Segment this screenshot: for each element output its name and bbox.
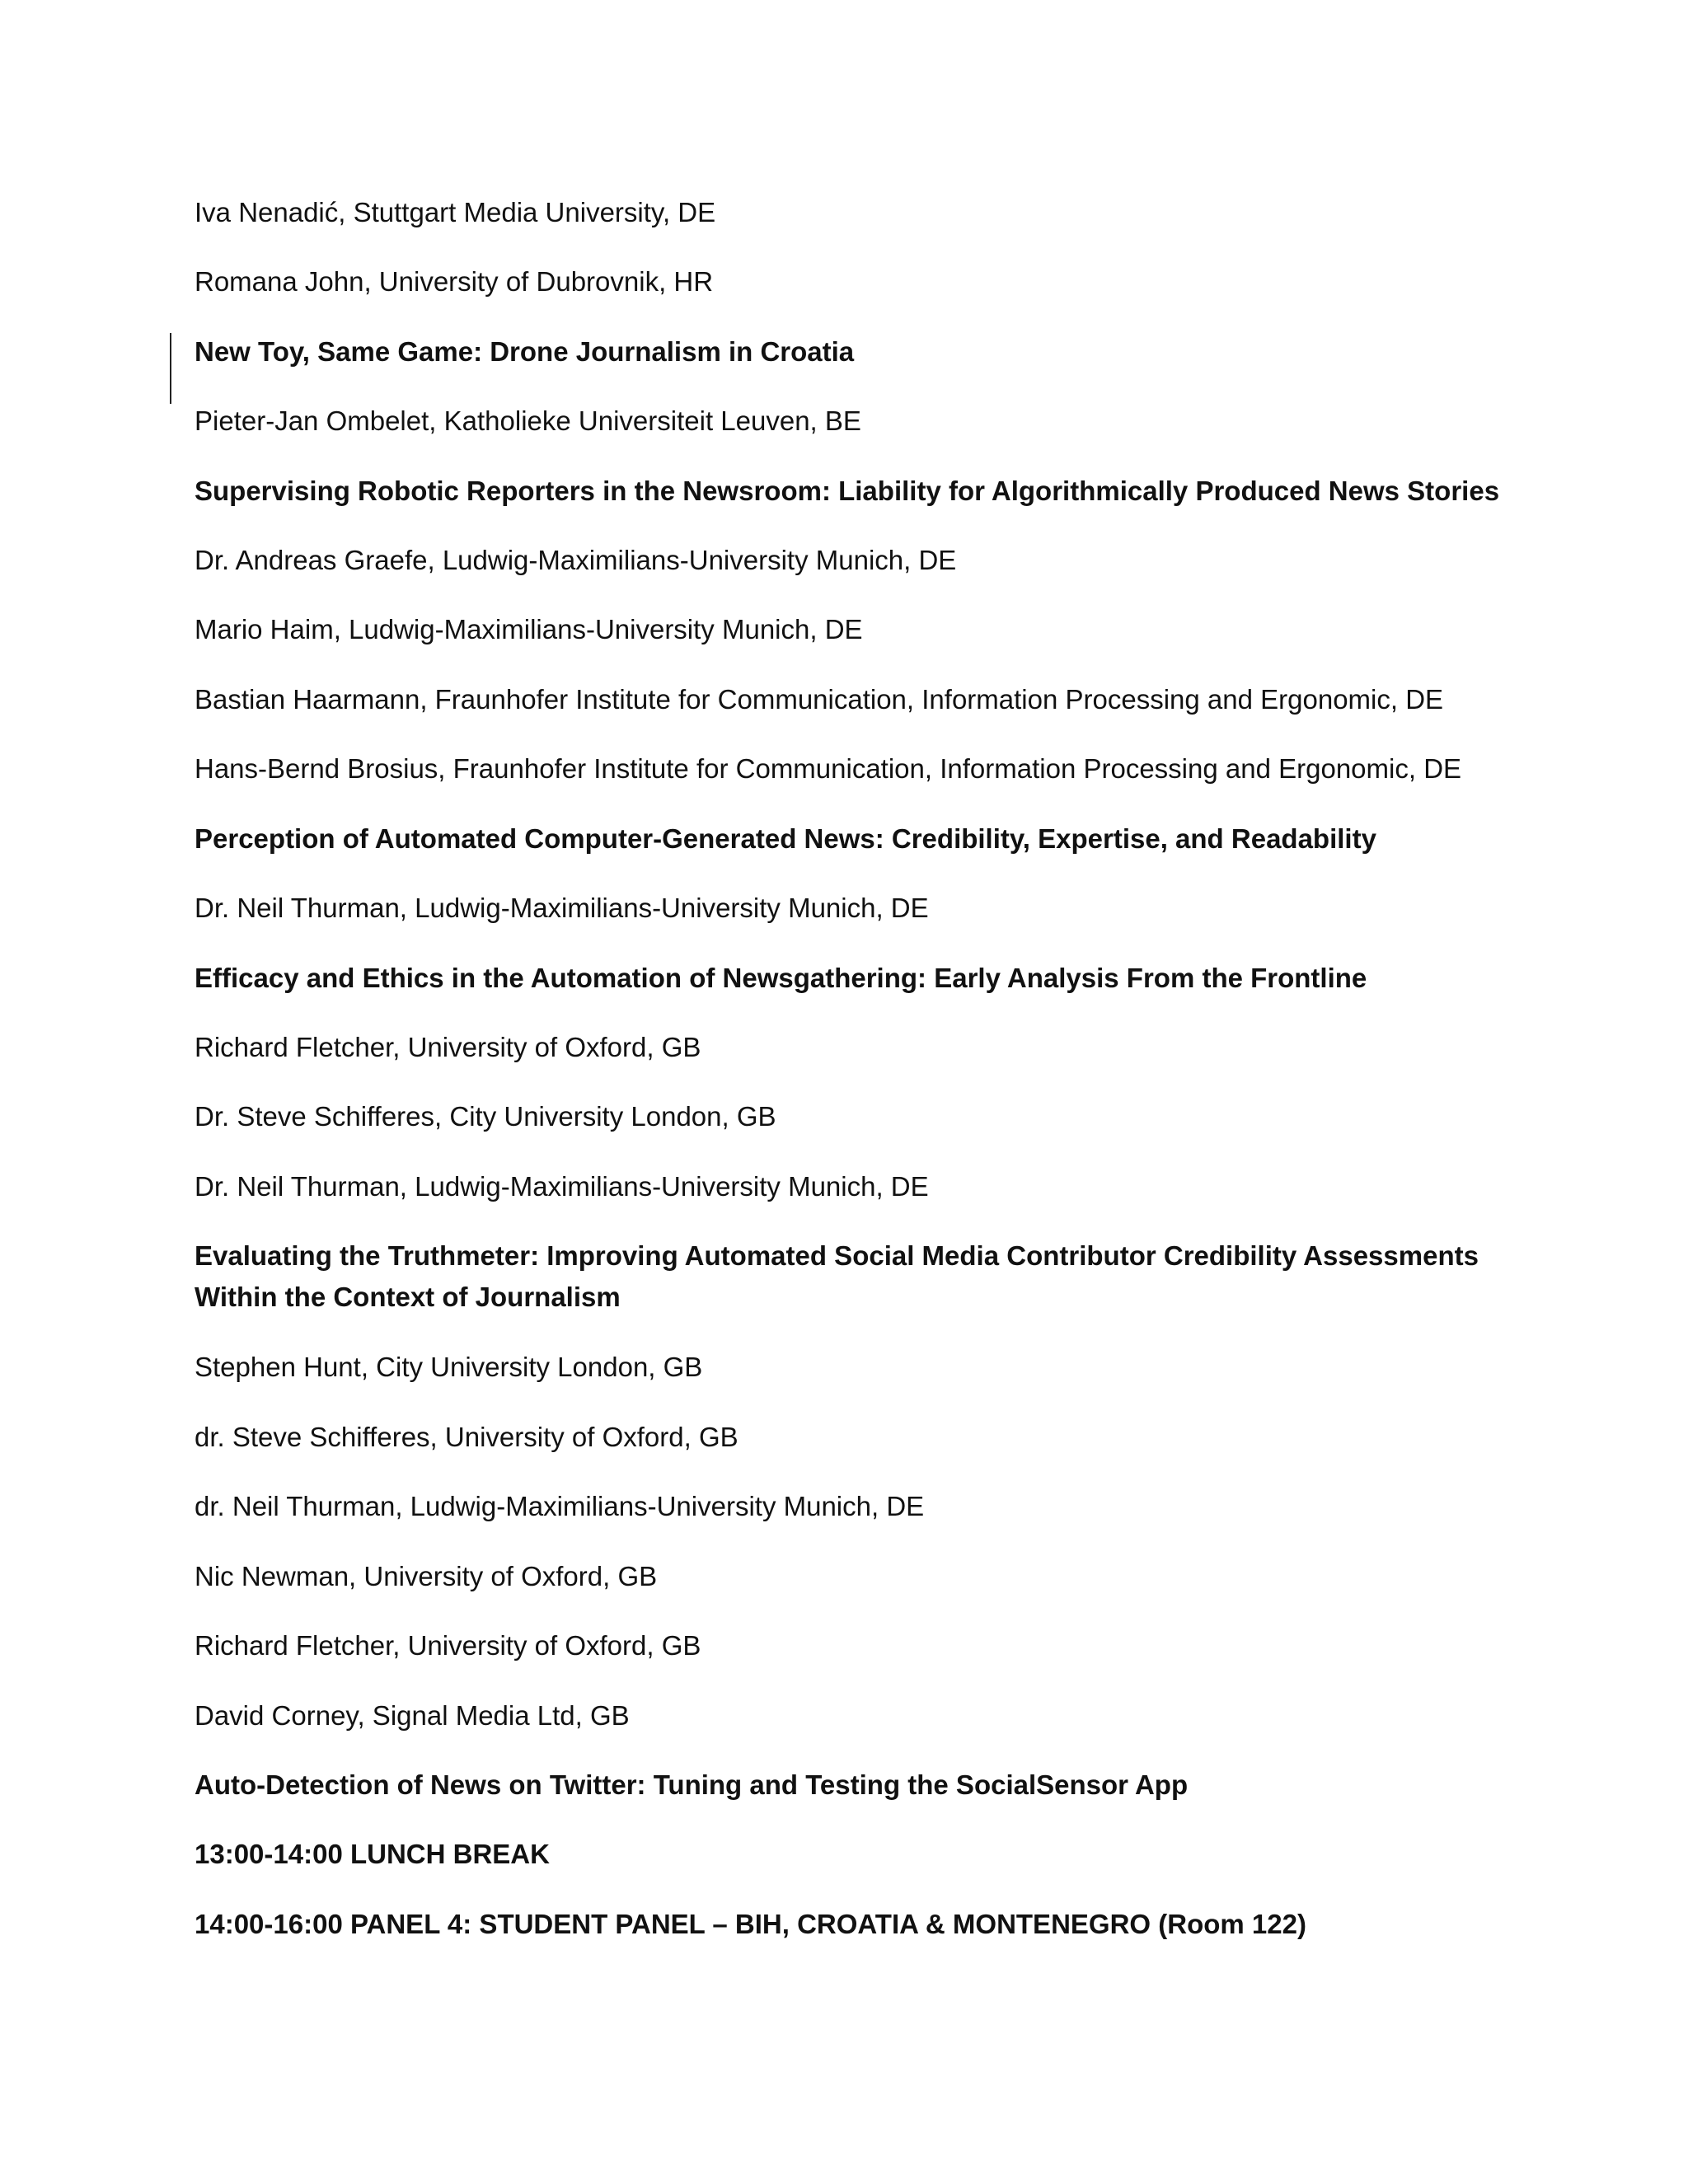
author-line: Richard Fletcher, University of Oxford, GB: [195, 1032, 701, 1062]
author-line: Stephen Hunt, City University London, GB: [195, 1352, 703, 1382]
paper-title: New Toy, Same Game: Drone Journalism in Croatia: [195, 336, 855, 367]
panel-heading: 14:00-16:00 PANEL 4: STUDENT PANEL – BIH, CROATIA & MONTENEGRO (Room 122): [195, 1909, 1306, 1939]
author-line: Hans-Bernd Brosius, Fraunhofer Institute for Communication, Information Processing and Ergonomic, DE: [195, 753, 1462, 784]
author-line: dr. Neil Thurman, Ludwig-Maximilians-University Munich, DE: [195, 1491, 925, 1521]
author-line: Dr. Neil Thurman, Ludwig-Maximilians-University Munich, DE: [195, 893, 929, 923]
paper-title: Perception of Automated Computer-Generated News: Credibility, Expertise, and Readability: [195, 823, 1376, 854]
paper-title: Auto-Detection of News on Twitter: Tuning and Testing the SocialSensor App: [195, 1769, 1189, 1800]
author-line: Pieter-Jan Ombelet, Katholieke Universiteit Leuven, BE: [195, 405, 861, 436]
author-line: Richard Fletcher, University of Oxford, GB: [195, 1630, 701, 1661]
author-line: Romana John, University of Dubrovnik, HR: [195, 266, 714, 297]
author-line: Dr. Neil Thurman, Ludwig-Maximilians-University Munich, DE: [195, 1171, 929, 1202]
author-line: Dr. Andreas Graefe, Ludwig-Maximilians-University Munich, DE: [195, 545, 957, 575]
author-line: Bastian Haarmann, Fraunhofer Institute for Communication, Information Processing and Ergonomic, DE: [195, 684, 1444, 715]
author-line: Nic Newman, University of Oxford, GB: [195, 1561, 658, 1591]
paper-title: Efficacy and Ethics in the Automation of Newsgathering: Early Analysis From the Frontline: [195, 963, 1367, 993]
revision-change-bar: [170, 333, 171, 404]
paper-title: Evaluating the Truthmeter: Improving Automated Social Media Contributor Credibility Assessments Within the Context of Journalism: [195, 1240, 1479, 1312]
author-line: Dr. Steve Schifferes, City University London, GB: [195, 1101, 776, 1132]
author-line: David Corney, Signal Media Ltd, GB: [195, 1700, 630, 1731]
author-line: dr. Steve Schifferes, University of Oxford, GB: [195, 1422, 738, 1452]
author-line: Mario Haim, Ludwig-Maximilians-University Munich, DE: [195, 614, 863, 644]
author-line: Iva Nenadić, Stuttgart Media University, DE: [195, 197, 716, 227]
paper-title: Supervising Robotic Reporters in the Newsroom: Liability for Algorithmically Produced News Stories: [195, 476, 1500, 506]
schedule-break: 13:00-14:00 LUNCH BREAK: [195, 1839, 550, 1869]
